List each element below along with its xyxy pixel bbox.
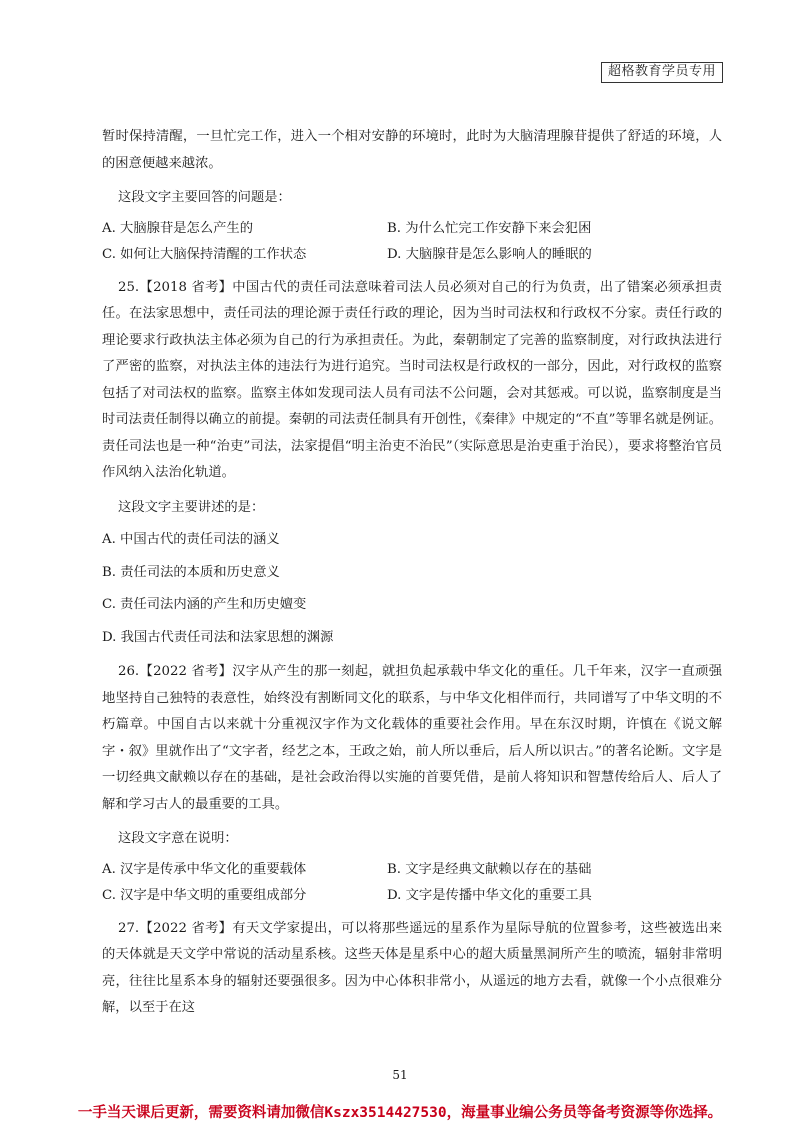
header-tag: 超格教育学员专用: [601, 62, 723, 83]
q24-option-b: B. 为什么忙完工作安静下来会犯困: [387, 220, 592, 236]
q24-option-c: C. 如何让大脑保持清醒的工作状态: [102, 247, 307, 262]
q25-block: [102, 275, 722, 487]
q26-text: 26.【2022 省考】汉字从产生的那一刻起，就担负起承载中华文化的重任。几千年来，汉字一直顽强地坚持自己独特的表意性，始终没有割断同文化的联系，与中华文化相伴而行，共同谱写了中华文明的不朽篇章。中国自古以来就十分重视汉字作为文化载体的重要社会作用。早在东汉时期，许慎在《说文解字・叙》里就作出了“文字者，经艺之本，王政之始，前人所以垂后，后人所以识古。”的著名论断。文字是一切经典文献赖以存在的基础，是社会政治得以实施的首要凭借，是前人将知识和智慧传给后人、后人了解和学习古人的最重要的工具。: [102, 664, 722, 812]
q24-question: 这段文字主要回答的问题是：: [118, 190, 291, 205]
page-content: [102, 124, 722, 1030]
q24-text: 暂时保持清醒，一旦忙完工作，进入一个相对安静的环境时，此时为大脑清理腺苷提供了舒适的环境，人的困意便越来越浓。: [102, 129, 722, 171]
q24-options: [102, 216, 722, 269]
q24-option-d: D. 大脑腺苷是怎么影响人的睡眠的: [387, 247, 592, 262]
q24-option-a: A. 大脑腺苷是怎么产生的: [102, 220, 254, 236]
q27-text: 27.【2022 省考】有天文学家提出，可以将那些遥远的星系作为星际导航的位置参考，这些被选出来的天体就是天文学中常说的活动星系核。这些天体是星系中心的超大质量黑洞所产生的喷流，辐射非常明亮，往往比星系本身的辐射还要强很多。因为中心体积非常小，从遥远的地方去看，就像一个小点很难分解，以至于在这: [102, 920, 722, 1015]
q25-question: 这段文字主要讲述的是：: [118, 499, 265, 515]
q27-block: [102, 916, 722, 1022]
q25-option-a: A. 中国古代的责任司法的涵义: [102, 532, 280, 547]
q26-block: [102, 659, 722, 818]
q24-block: [102, 124, 722, 177]
q25-option-c: C. 责任司法内涵的产生和历史嬗变: [102, 597, 307, 612]
q26-option-b: B. 文字是经典文献赖以存在的基础: [387, 861, 592, 877]
q26-question: 这段文字意在说明：: [118, 831, 238, 846]
page-number: 51: [392, 1068, 408, 1082]
q26-option-d: D. 文字是传播中华文化的重要工具: [387, 888, 592, 903]
q25-option-b: B. 责任司法的本质和历史意义: [102, 564, 280, 580]
q26-option-c: C. 汉字是中华文明的重要组成部分: [102, 888, 307, 903]
footer-promo-note: 一手当天课后更新，需要资料请加微信Kszx3514427530，海量事业编公务员等备考资源等你选择。: [77, 1105, 723, 1121]
q26-option-a: A. 汉字是传承中华文化的重要载体: [102, 861, 307, 877]
q25-text: 25.【2018 省考】中国古代的责任司法意味着司法人员必须对自己的行为负责，出了错案必须承担责任。在法家思想中，责任司法的理论源于责任行政的理论，因为当时司法权和行政权不分家。责任行政的理论要求行政执法主体必须为自己的行为承担责任。为此，秦朝制定了完善的监察制度，对行政执法进行了严密的监察，对执法主体的违法行为进行追究。当时司法权是行政权的一部分，因此，对行政权的监察包括了对司法权的监察。监察主体如发现司法人员有司法不公问题，会对其惩戒。可以说，监察制度是当时司法责任制得以确立的前提。秦朝的司法责任制具有开创性，《秦律》中规定的“不直”等罪名就是例证。责任司法也是一种“治吏”司法，法家提倡“明主治吏不治民”（实际意思是治吏重于治民），要求将整治官员作风纳入法治化轨道。: [102, 279, 722, 480]
q25-option-d: D. 我国古代责任司法和法家思想的渊源: [102, 629, 334, 645]
q26-options: [102, 857, 722, 910]
